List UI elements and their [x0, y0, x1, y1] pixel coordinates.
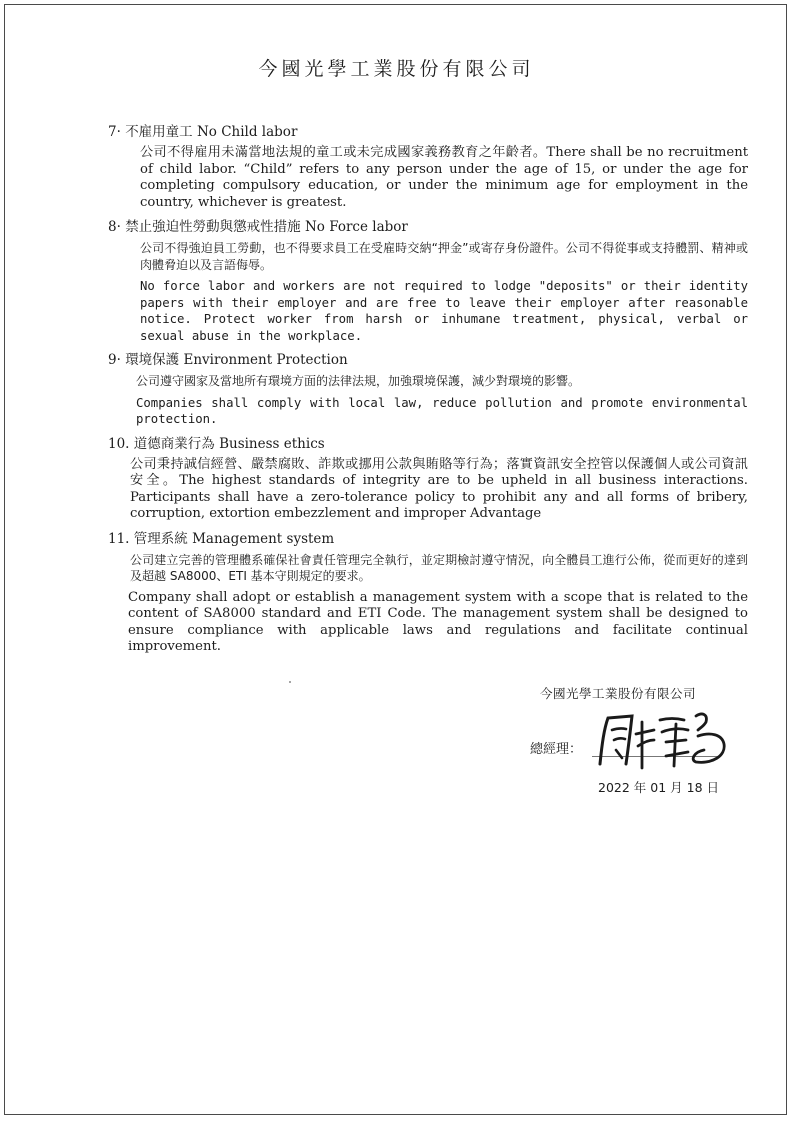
section-number: 11. [108, 530, 130, 547]
policy-sections [108, 122, 748, 662]
section-paragraph: 公司不得強迫員工勞動，也不得要求員工在受雇時交納“押金”或寄存身份證件。公司不得從事或支持體罰、精神或肉體脅迫以及言語侮辱。 [140, 241, 748, 272]
section-management-system [108, 529, 748, 656]
section-heading [108, 434, 748, 454]
section-heading [108, 529, 748, 549]
section-paragraph: 公司不得雇用未滿當地法規的童工或未完成國家義務教育之年齡者。There shall be no recruitment of child labor. “Child” refers to any person under the age of 15, or under the age for completing compulsory education, or under the minimum age for employment in the country, whichever is greatest. [140, 145, 748, 210]
section-title: 不雇用童工 No Child labor [125, 124, 298, 140]
section-heading [108, 217, 748, 237]
section-title: 管理系統 Management system [133, 530, 335, 547]
section-heading [108, 350, 748, 370]
section-title: 道德商業行為 Business ethics [133, 435, 325, 452]
section-number: 9· [108, 352, 121, 368]
section-child-labor [108, 122, 748, 211]
section-number: 10. [108, 435, 130, 452]
section-paragraph: 公司建立完善的管理體系確保社會責任管理完全執行，並定期檢討遵守情況，向全體員工進行公佈，從而更好的達到及超越 SA8000、ETI 基本守則規定的要求。 [130, 552, 748, 583]
handwritten-signature [592, 704, 742, 774]
scan-speck [289, 681, 291, 683]
section-paragraph: Company shall adopt or establish a management system with a scope that is related to the content of SA8000 standard and ETI Code. The management system shall be designed to ensure compliance with applicable laws and regulations and facilitate continual improvement. [128, 589, 748, 654]
section-force-labor [108, 217, 748, 344]
section-business-ethics [108, 434, 748, 523]
section-paragraph: No force labor and workers are not required to lodge "deposits" or their identity papers with their employer and are free to leave their employer after reasonable notice. Protect worker from harsh or inhumane treatment, physical, verbal or sexual abuse in the workplace. [140, 279, 748, 343]
section-title: 環境保護 Environment Protection [125, 352, 348, 368]
section-number: 7· [108, 124, 121, 140]
general-manager-label: 總經理： [530, 742, 583, 757]
signoff-company: 今國光學工業股份有限公司 [540, 686, 697, 701]
section-number: 8· [108, 219, 121, 235]
section-title: 禁止強迫性勞動與懲戒性措施 No Force labor [125, 219, 408, 235]
signoff-date: 2022 年 01 月 18 日 [598, 780, 719, 795]
section-paragraph: 公司秉持誠信經營、嚴禁腐敗、詐欺或挪用公款與賄賂等行為；落實資訊安全控管以保護個人或公司資訊安全。The highest standards of integrity are to be upheld in all business interactions. Participants shall have a zero-tolerance policy to prohibit any and all forms of bribery, corruption, extortion embezzlement and improper Advantage [130, 456, 748, 521]
section-environment [108, 350, 748, 428]
section-heading [108, 122, 748, 142]
document-title: 今國光學工業股份有限公司 [258, 58, 535, 80]
section-paragraph: Companies shall comply with local law, reduce pollution and promote environmental protection. [136, 395, 748, 426]
section-paragraph: 公司遵守國家及當地所有環境方面的法律法規，加強環境保護，減少對環境的影響。 [136, 374, 581, 388]
